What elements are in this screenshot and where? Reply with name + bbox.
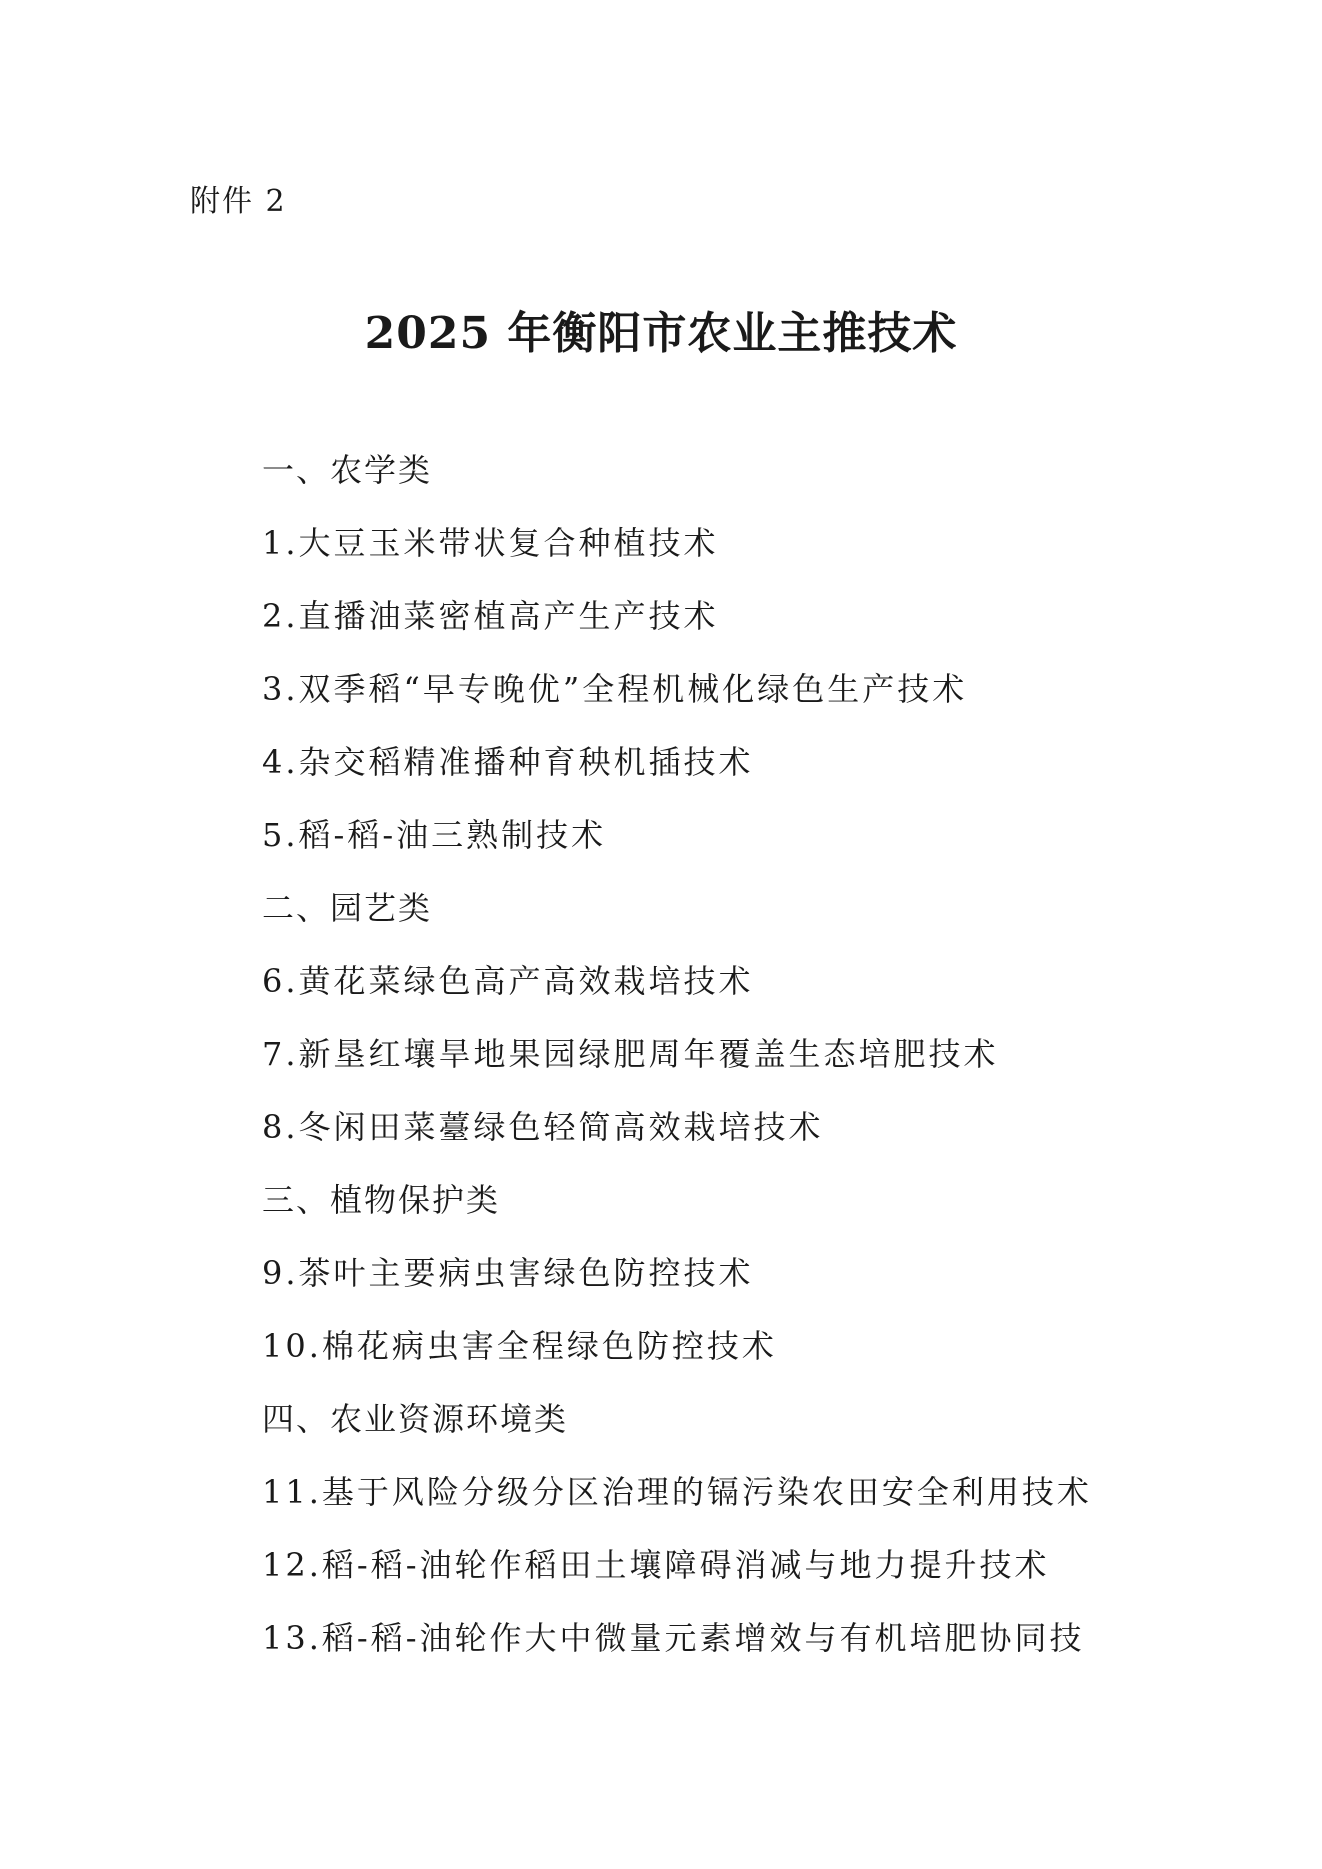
section-heading: 二、园艺类 bbox=[262, 889, 433, 927]
list-item: 12.稻-稻-油轮作稻田土壤障碍消减与地力提升技术 bbox=[262, 1546, 1050, 1584]
list-item: 11.基于风险分级分区治理的镉污染农田安全利用技术 bbox=[262, 1473, 1092, 1511]
list-item: 6.黄花菜绿色高产高效栽培技术 bbox=[262, 962, 754, 1000]
document-title: 2025 年衡阳市农业主推技术 bbox=[364, 308, 958, 359]
list-item: 3.双季稻“早专晚优”全程机械化绿色生产技术 bbox=[262, 670, 968, 708]
section-heading: 一、农学类 bbox=[262, 451, 433, 489]
list-item: 7.新垦红壤旱地果园绿肥周年覆盖生态培肥技术 bbox=[262, 1035, 999, 1073]
list-item: 8.冬闲田菜薹绿色轻简高效栽培技术 bbox=[262, 1108, 824, 1146]
attachment-label: 附件 2 bbox=[190, 184, 287, 219]
list-item: 10.棉花病虫害全程绿色防控技术 bbox=[262, 1327, 777, 1365]
section-heading: 四、农业资源环境类 bbox=[262, 1400, 569, 1438]
list-item: 4.杂交稻精准播种育秧机插技术 bbox=[262, 743, 754, 781]
list-item: 1.大豆玉米带状复合种植技术 bbox=[262, 524, 719, 562]
list-item: 5.稻-稻-油三熟制技术 bbox=[262, 816, 607, 854]
list-item: 13.稻-稻-油轮作大中微量元素增效与有机培肥协同技 bbox=[262, 1619, 1085, 1657]
list-item: 9.茶叶主要病虫害绿色防控技术 bbox=[262, 1254, 754, 1292]
section-heading: 三、植物保护类 bbox=[262, 1181, 501, 1219]
list-item: 2.直播油菜密植高产生产技术 bbox=[262, 597, 719, 635]
technology-list bbox=[262, 440, 1262, 1681]
